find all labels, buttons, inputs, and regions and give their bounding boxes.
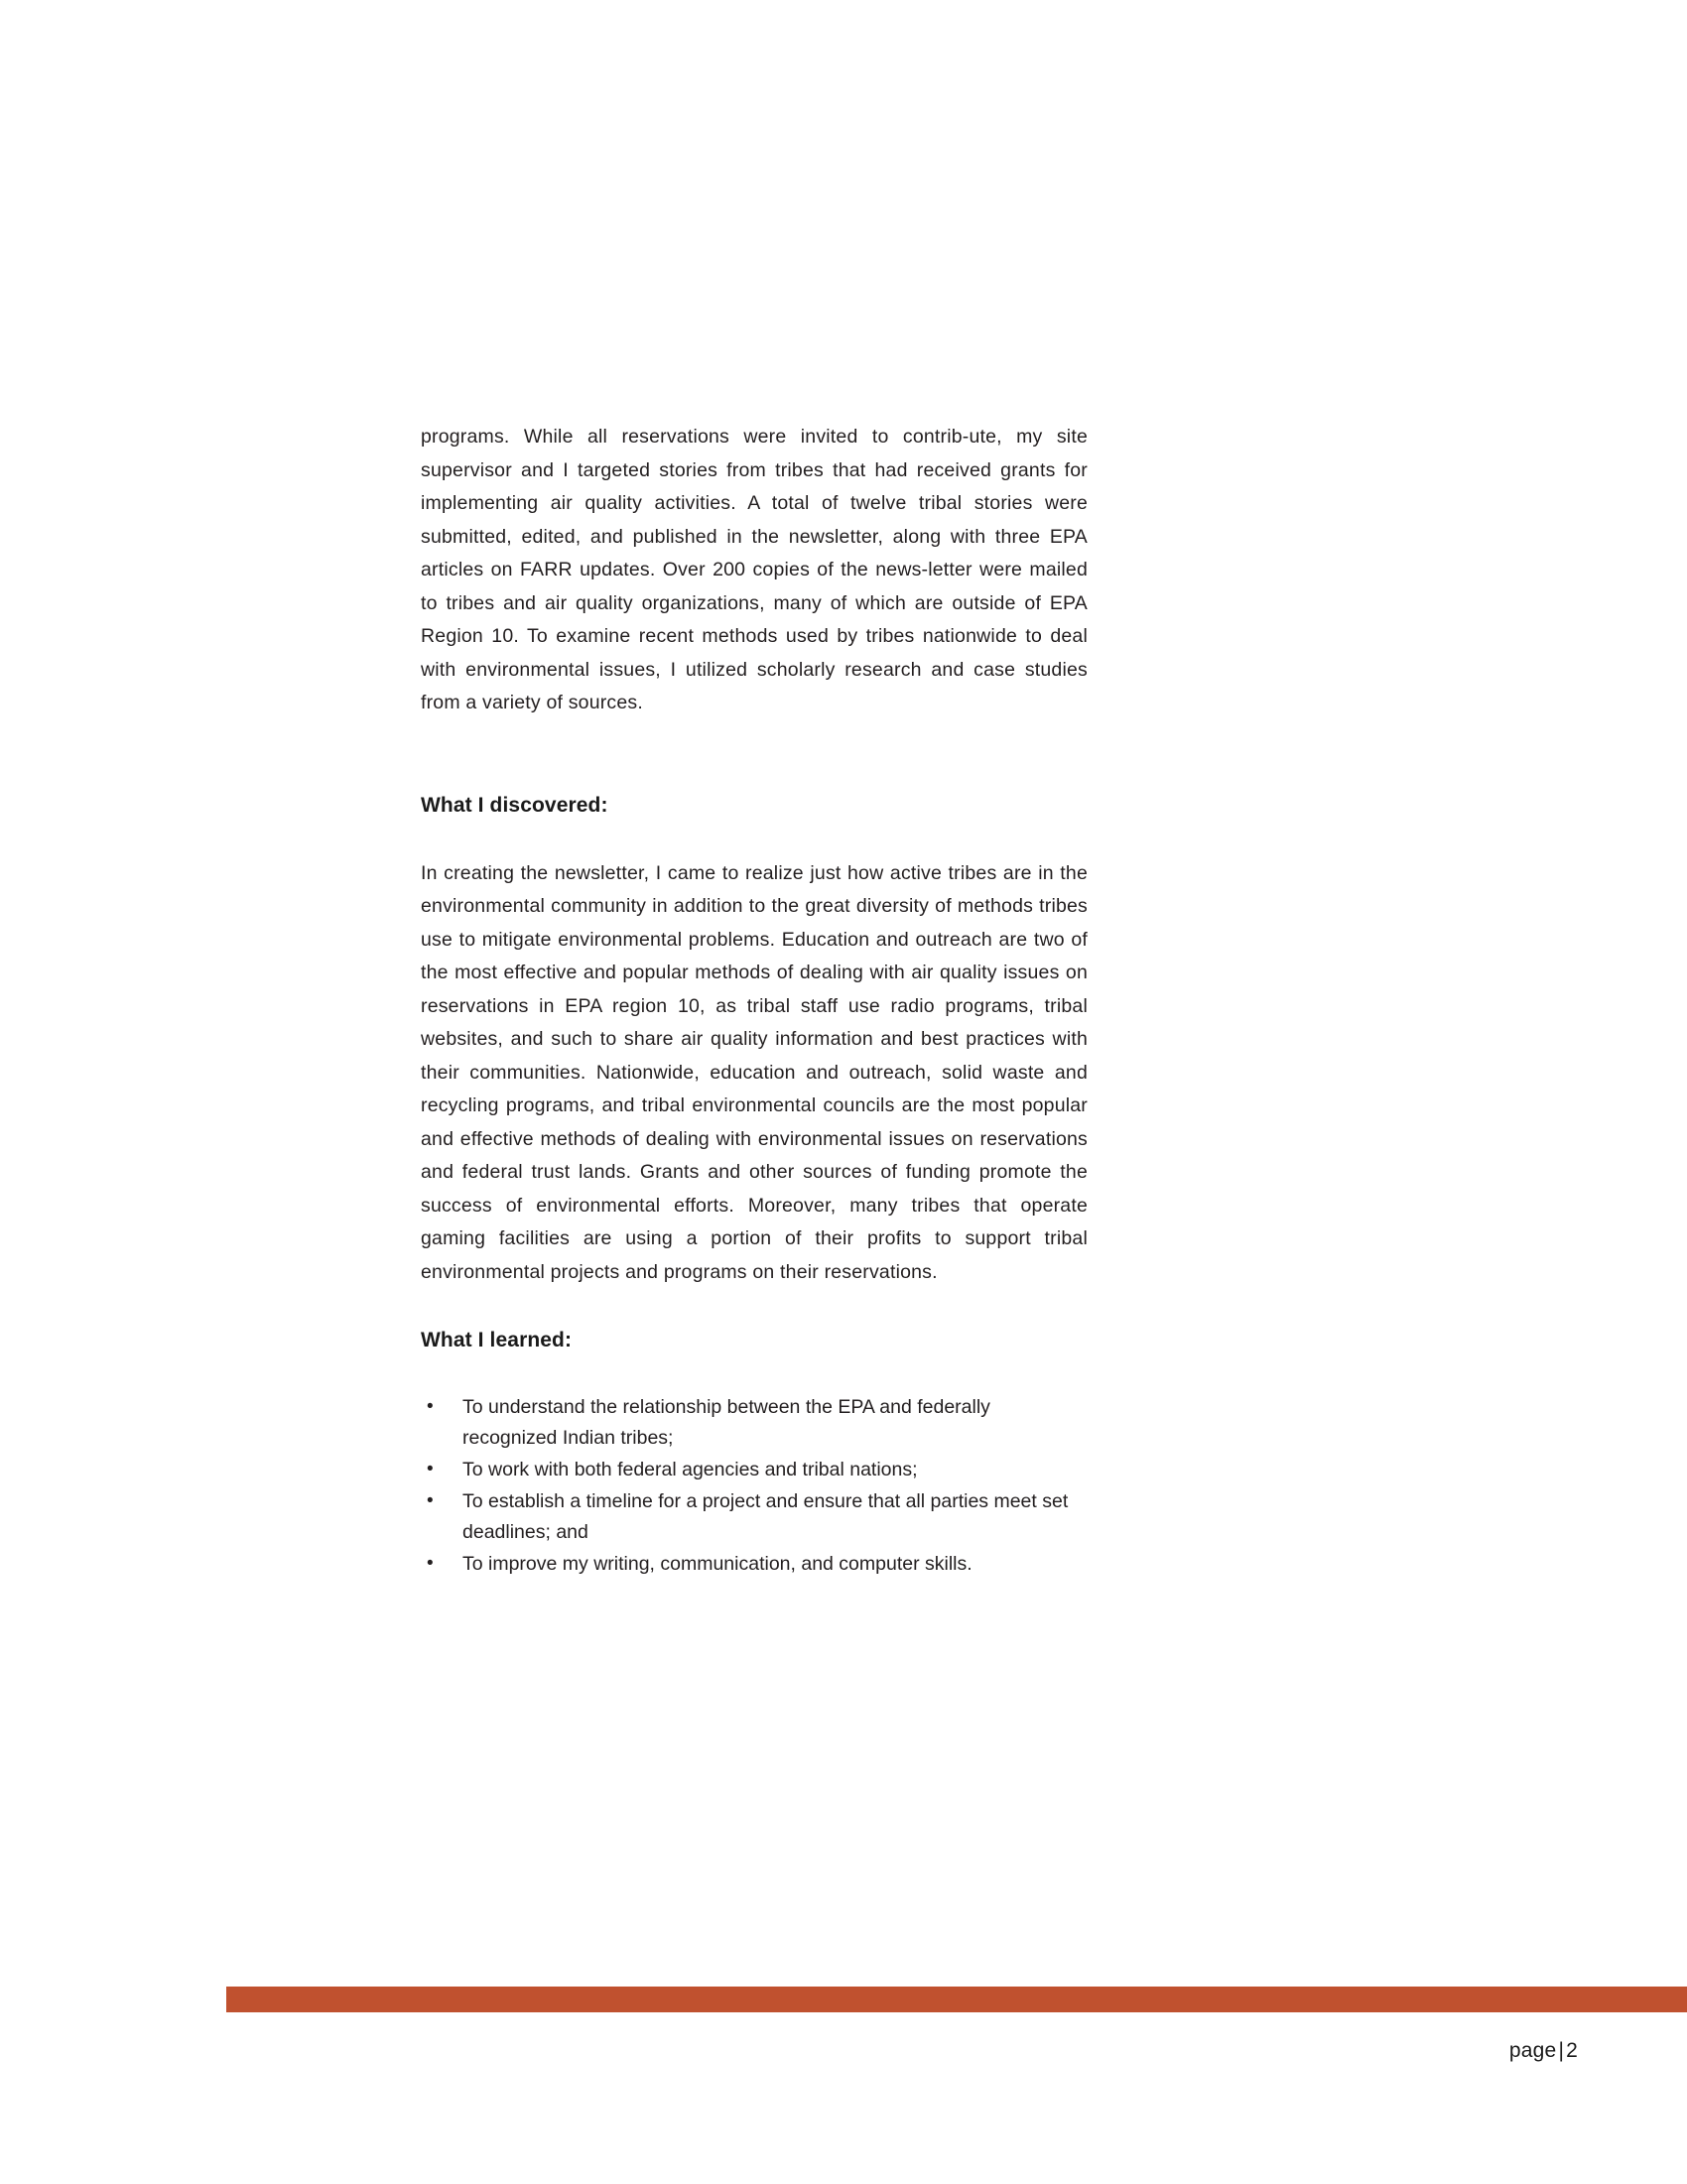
- list-item: [421, 1392, 1088, 1454]
- list-item-label: To work with both federal agencies and tribal nations;: [462, 1459, 918, 1480]
- page-number-footer: [1509, 2039, 1578, 2063]
- spacer: [421, 1354, 1088, 1392]
- list-item: [421, 1486, 1088, 1548]
- list-item: [421, 1549, 1088, 1580]
- spacer: [421, 820, 1088, 857]
- bullet-icon: •: [427, 1459, 434, 1479]
- footer-separator: |: [1558, 2039, 1565, 2062]
- list-item-label: To establish a timeline for a project and ensure that all parties meet set deadlines; and: [462, 1490, 1069, 1543]
- footer-page-number: 2: [1566, 2039, 1578, 2062]
- bullet-icon: •: [427, 1490, 434, 1511]
- bullet-icon: •: [427, 1553, 434, 1574]
- learned-list: [421, 1392, 1088, 1580]
- paragraph-discovered: In creating the newsletter, I came to realize just how active tribes are in the environmental community in addition to the great diversity of methods tribes use to mitigate environmental problems. Education and outreach are two of the most effective and popular methods of dealing with air quality issues on reservations in EPA region 10, as tribal staff use radio programs, tribal websites, and such to share air quality information and best practices with their communities. Nationwide, education and outreach, solid waste and recycling programs, and tribal environmental councils are the most popular and effective methods of dealing with environmental issues on reservations and federal trust lands. Grants and other sources of funding promote the success of environmental efforts. Moreover, many tribes that operate gaming facilities are using a portion of their profits to support tribal environmental projects and programs on their reservations.: [421, 861, 1088, 1283]
- bullet-icon: •: [427, 1396, 434, 1417]
- list-item-label: To understand the relationship between the EPA and federally recognized Indian tribes;: [462, 1396, 990, 1449]
- paragraph-intro: programs. While all reservations were invited to contrib-ute, my site supervisor and I targeted stories from tribes that had received grants for implementing air quality activities. A total of twelve tribal stories were submitted, edited, and published in the newsletter, along with three EPA articles on FARR updates. Over 200 copies of the news-letter were mailed to tribes and air quality organizations, many of which are outside of EPA Region 10. To examine recent methods used by tribes nationwide to deal with environmental issues, I utilized scholarly research and case studies from a variety of sources.: [421, 426, 1088, 713]
- list-item-label: To improve my writing, communication, and computer skills.: [462, 1553, 973, 1575]
- footer-label: page: [1508, 2039, 1557, 2062]
- list-item: [421, 1455, 1088, 1485]
- heading-what-i-learned: What I learned:: [421, 1329, 573, 1351]
- page-content: [421, 421, 1088, 1581]
- spacer: [421, 1289, 1088, 1327]
- footer-accent-bar: [226, 1987, 1687, 2012]
- spacer: [421, 720, 1088, 792]
- heading-what-i-discovered: What I discovered:: [421, 793, 608, 817]
